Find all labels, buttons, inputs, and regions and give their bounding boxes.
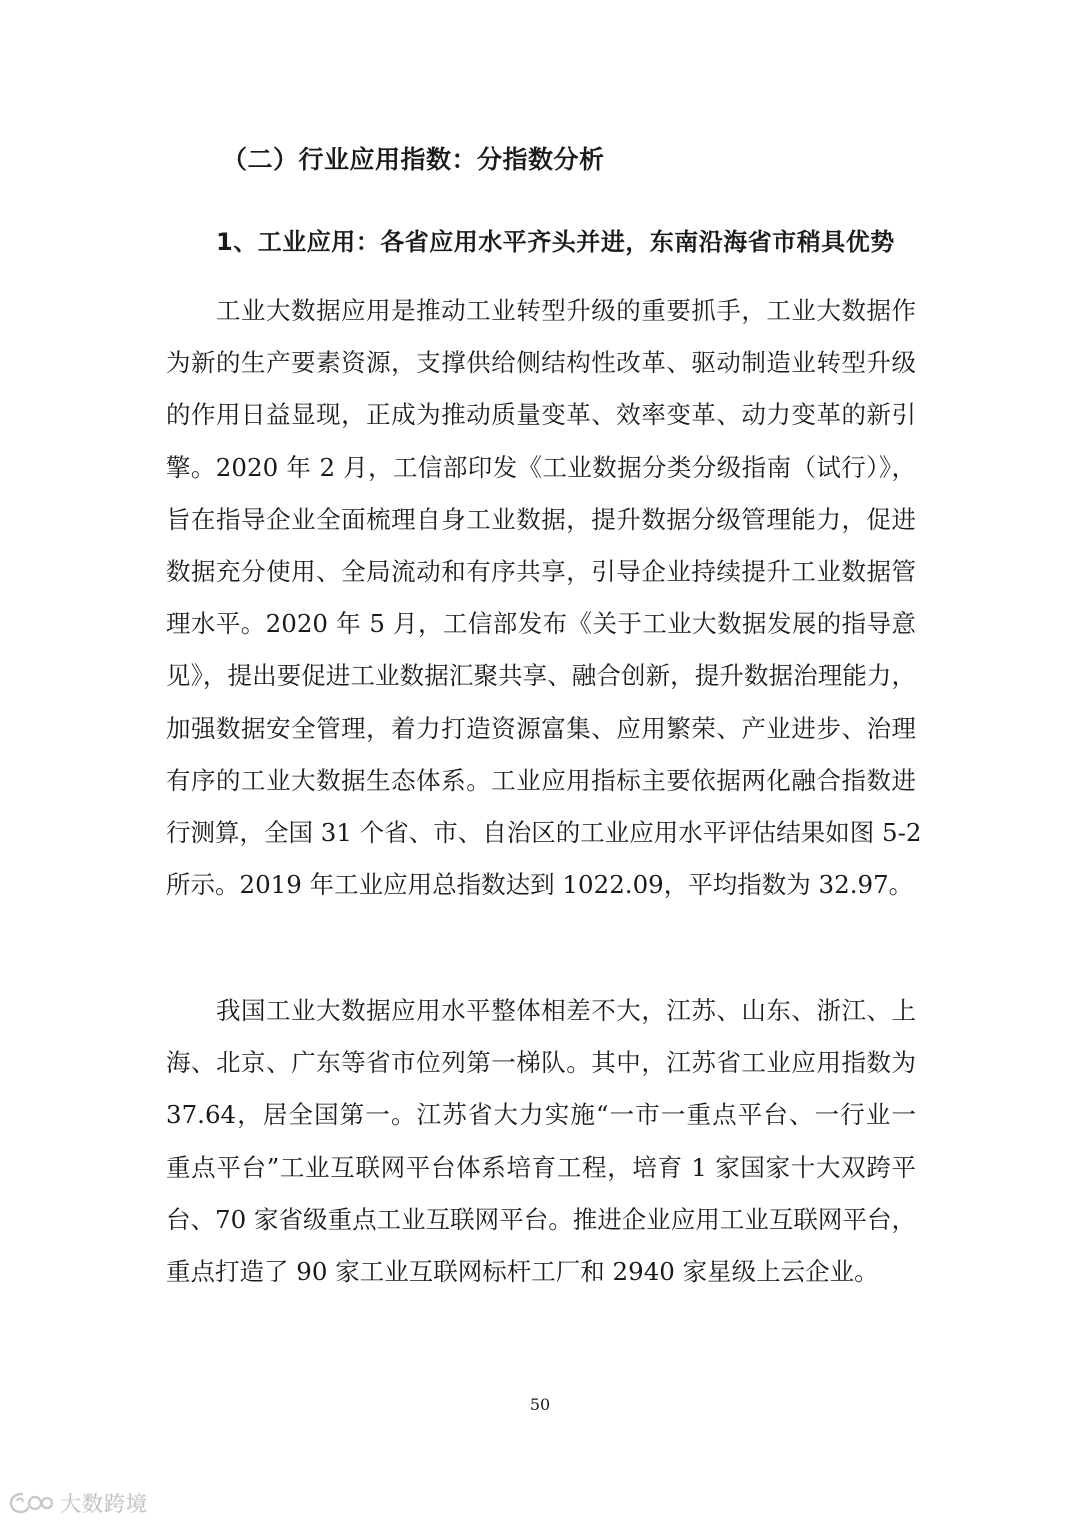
text-line: 重点打造了 90 家工业互联网标杆工厂和 2940 家星级上云企业。 — [166, 1256, 879, 1286]
text-line: 旨在指导企业全面梳理自身工业数据，提升数据分级管理能力，促进 — [166, 504, 916, 534]
page-number: 50 — [529, 1395, 551, 1414]
text-line: 37.64，居全国第一。江苏省大力实施“一市一重点平台、一行业一 — [166, 1100, 916, 1130]
text-line: 加强数据安全管理，着力打造资源富集、应用繁荣、产业进步、治理 — [166, 713, 916, 743]
text-line: 台、70 家省级重点工业互联网平台。推进企业应用工业互联网平台， — [166, 1204, 916, 1234]
subsection-heading: 1、工业应用：各省应用水平齐头并进，东南沿海省市稍具优势 — [216, 228, 895, 256]
text-line: 的作用日益显现，正成为推动质量变革、效率变革、动力变革的新引 — [166, 400, 916, 430]
text-line: 重点平台”工业互联网平台体系培育工程，培育 1 家国家十大双跨平 — [166, 1152, 916, 1182]
text-line: 见》，提出要促进工业数据汇聚共享、融合创新，提升数据治理能力， — [166, 661, 916, 691]
text-line: 擎。2020 年 2 月，工信部印发《工业数据分类分级指南（试行）》， — [166, 452, 916, 482]
text-line: 所示。2019 年工业应用总指数达到 1022.09，平均指数为 32.97。 — [166, 870, 914, 900]
text-line: 海、北京、广东等省市位列第一梯队。其中，江苏省工业应用指数为 — [166, 1048, 916, 1078]
text-line: 行测算，全国 31 个省、市、自治区的工业应用水平评估结果如图 5-2 — [166, 817, 922, 847]
watermark-text: 大数跨境 — [60, 1492, 148, 1516]
paragraph-provincial-ranking — [166, 985, 916, 1298]
brand-logo-icon — [8, 1490, 54, 1516]
paragraph-industrial-application — [166, 285, 922, 911]
section-heading: （二）行业应用指数：分指数分析 — [222, 145, 605, 174]
text-line: 我国工业大数据应用水平整体相差不大，江苏、山东、浙江、上 — [216, 996, 916, 1025]
watermark — [8, 1488, 148, 1518]
text-line: 为新的生产要素资源，支撑供给侧结构性改革、驱动制造业转型升级 — [166, 348, 916, 378]
text-line: 数据充分使用、全局流动和有序共享，引导企业持续提升工业数据管 — [166, 556, 916, 586]
text-line: 工业大数据应用是推动工业转型升级的重要抓手，工业大数据作 — [216, 296, 916, 325]
text-line: 有序的工业大数据生态体系。工业应用指标主要依据两化融合指数进 — [166, 765, 916, 795]
text-line: 理水平。2020 年 5 月，工信部发布《关于工业大数据发展的指导意 — [166, 609, 916, 639]
